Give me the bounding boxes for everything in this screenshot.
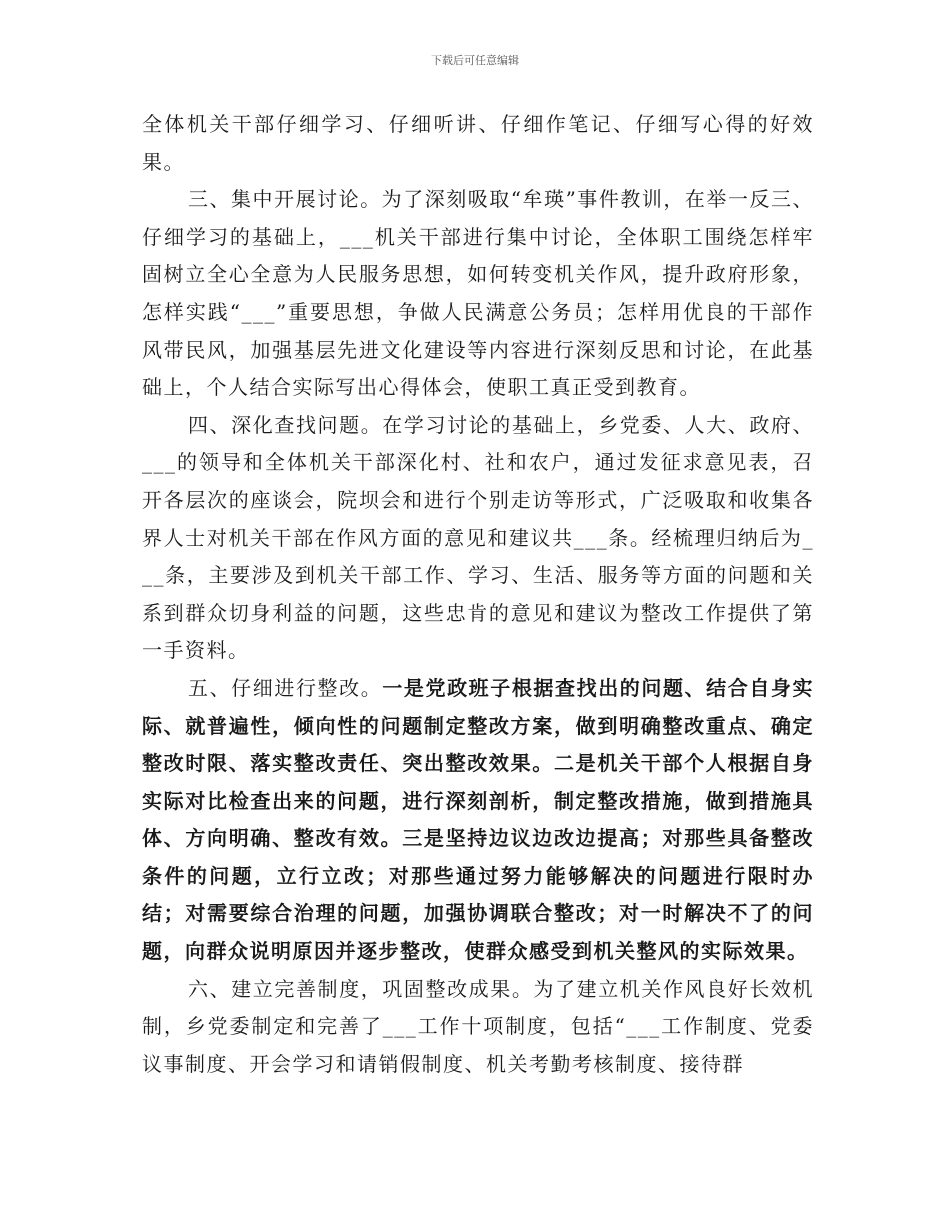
paragraph-section-5: [142, 670, 814, 971]
document-body: [142, 106, 814, 1083]
paragraph-section-3: 三、集中开展讨论。为了深刻吸取“牟瑛”事件教训，在举一反三、仔细学习的基础上，___机关干部进行集中讨论，全体职工围绕怎样牢固树立全心全意为人民服务思想，如何转变机关作风，提升政府形象，怎样实践“___”重要思想，争做人民满意公务员；怎样用优良的干部作风带民风，加强基层先进文化建设等内容进行深刻反思和讨论，在此基础上，个人结合实际写出心得体会，使职工真正受到教育。: [142, 187, 814, 400]
paragraph-section-6: 六、建立完善制度，巩固整改成果。为了建立机关作风良好长效机制，乡党委制定和完善了___工作十项制度，包括“___工作制度、党委议事制度、开会学习和请销假制度、机关考勤考核制度、接待群: [142, 976, 814, 1076]
page-header: 下载后可任意编辑: [431, 54, 519, 67]
paragraph-continuation: 全体机关干部仔细学习、仔细听讲、仔细作笔记、仔细写心得的好效果。: [142, 112, 814, 174]
paragraph-section-4: 四、深化查找问题。在学习讨论的基础上，乡党委、人大、政府、___的领导和全体机关干部深化村、社和农户，通过发征求意见表，召开各层次的座谈会，院坝会和进行个别走访等形式，广泛吸取和收集各界人士对机关干部在作风方面的意见和建议共___条。经梳理归纳后为___条，主要涉及到机关干部工作、学习、生活、服务等方面的问题和关系到群众切身利益的问题，这些忠肯的意见和建议为整改工作提供了第一手资料。: [142, 412, 814, 663]
section-5-lead: 五、仔细进行整改。: [188, 675, 383, 700]
section-5-bold-text: 一是党政班子根据查找出的问题、结合自身实际、就普遍性，倾向性的问题制定整改方案，做到明确整改重点、确定整改时限、落实整改责任、突出整改效果。二是机关干部个人根据自身实际对比检查出来的问题，进行深刻剖析，制定整改措施，做到措施具体、方向明确、整改有效。三是坚持边议边改边提高；对那些具备整改条件的问题，立行立改；对那些通过努力能够解决的问题进行限时办结；对需要综合治理的问题，加强协调联合整改；对一时解决不了的问题，向群众说明原因并逐步整改，使群众感受到机关整风的实际效果。: [142, 675, 815, 964]
